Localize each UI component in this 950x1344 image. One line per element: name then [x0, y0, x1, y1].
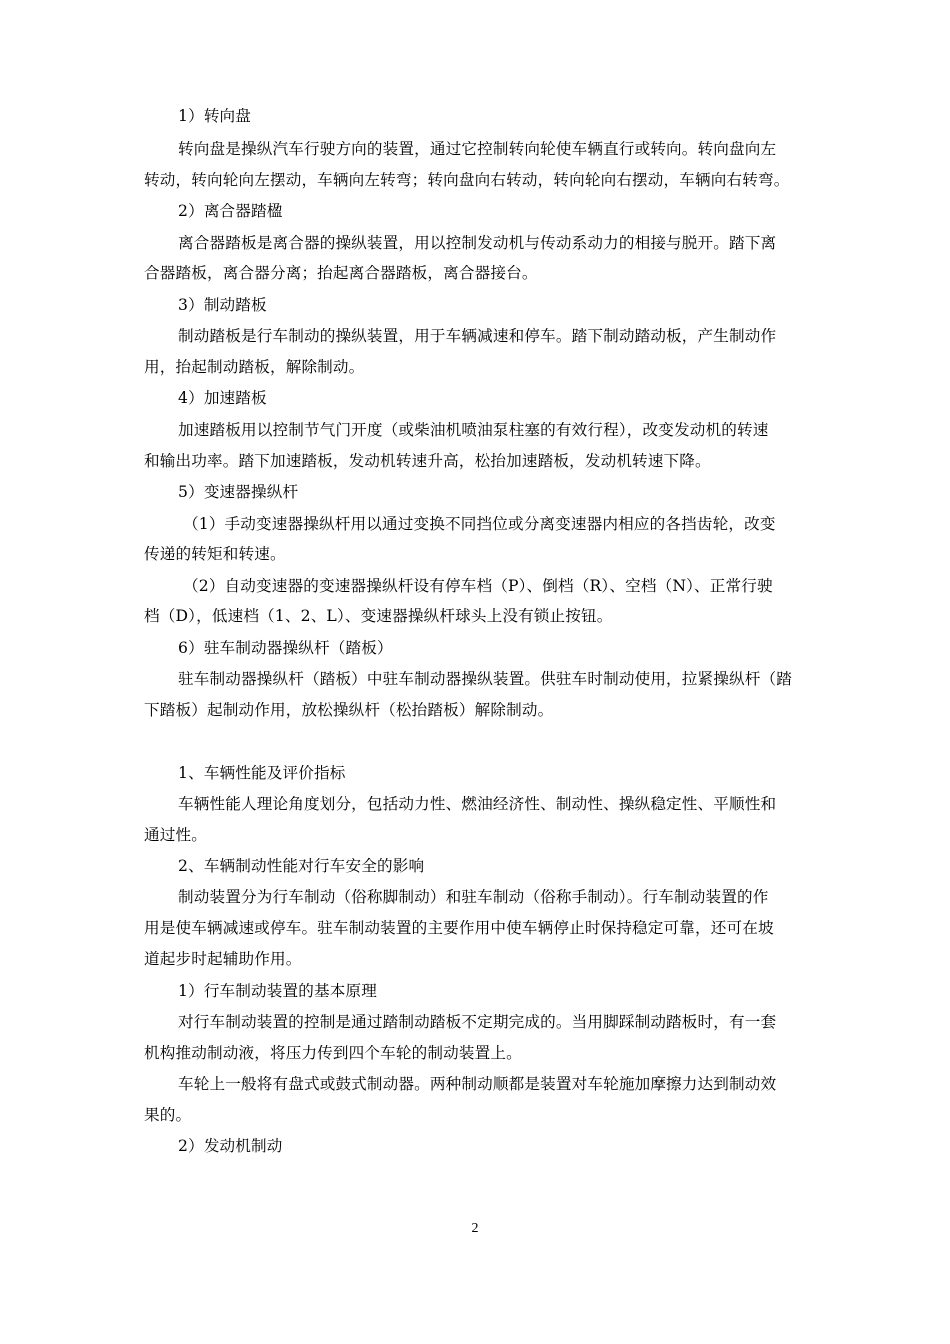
- paragraph-line: 果的。: [144, 1106, 192, 1124]
- paragraph-line: 传递的转矩和转速。: [144, 545, 286, 563]
- paragraph-line: 加速踏板用以控制节气门开度（或柴油机喷油泵柱塞的有效行程），改变发动机的转速: [178, 421, 769, 439]
- heading-service-brake-principle: 1）行车制动装置的基本原理: [178, 982, 377, 1000]
- paragraph-line: （1）手动变速器操纵杆用以通过变换不同挡位或分离变速器内相应的各挡齿轮，改变: [183, 515, 776, 533]
- paragraph-line: 离合器踏板是离合器的操纵装置，用以控制发动机与传动系动力的相接与脱开。踏下离: [178, 234, 777, 252]
- paragraph-line: 档（D），低速档（1、2、L）、变速器操纵杆球头上没有锁止按钮。: [144, 607, 613, 625]
- heading-brake-pedal: 3）制动踏板: [178, 296, 267, 314]
- paragraph-line: 和输出功率。踏下加速踏板，发动机转速升高，松抬加速踏板，发动机转速下降。: [144, 452, 711, 470]
- paragraph-line: 用，抬起制动踏板，解除制动。: [144, 358, 365, 376]
- paragraph-line: 道起步时起辅助作用。: [144, 950, 302, 968]
- heading-engine-brake: 2）发动机制动: [178, 1137, 283, 1155]
- heading-gear-lever: 5）变速器操纵杆: [178, 483, 299, 501]
- paragraph-line: 制动踏板是行车制动的操纵装置，用于车辆减速和停车。踏下制动踏动板，产生制动作: [178, 327, 777, 345]
- paragraph-line: 通过性。: [144, 826, 207, 844]
- heading-parking-brake: 6）驻车制动器操纵杆（踏板）: [178, 639, 393, 657]
- heading-clutch-pedal: 2）离合器踏楹: [178, 202, 283, 220]
- paragraph-line: 驻车制动器操纵杆（踏板）中驻车制动器操纵装置。供驻车时制动使用，拉紧操纵杆（踏: [178, 670, 793, 688]
- paragraph-line: 机构推动制动液，将压力传到四个车轮的制动装置上。: [144, 1044, 522, 1062]
- heading-vehicle-performance: 1、车辆性能及评价指标: [178, 764, 346, 782]
- paragraph-line: 转向盘是操纵汽车行驶方向的装置，通过它控制转向轮使车辆直行或转向。转向盘向左: [178, 140, 777, 158]
- paragraph-line: 合器踏板，离合器分离；抬起离合器踏板，离合器接台。: [144, 264, 538, 282]
- paragraph-line: 用是使车辆减速或停车。驻车制动装置的主要作用中使车辆停止时保持稳定可靠，还可在坡: [144, 919, 774, 937]
- paragraph-line: 下踏板）起制动作用，放松操纵杆（松抬踏板）解除制动。: [144, 701, 554, 719]
- paragraph-line: 对行车制动装置的控制是通过踏制动踏板不定期完成的。当用脚踩制动踏板时，有一套: [178, 1013, 777, 1031]
- heading-steering-wheel: 1）转向盘: [178, 107, 252, 125]
- paragraph-line: 车辆性能人理论角度划分，包括动力性、燃油经济性、制动性、操纵稳定性、平顺性和: [178, 795, 777, 813]
- paragraph-line: （2）自动变速器的变速器操纵杆设有停车档（P）、倒档（R）、空档（N）、正常行驶: [183, 577, 773, 595]
- heading-accelerator-pedal: 4）加速踏板: [178, 389, 267, 407]
- paragraph-line: 车轮上一般将有盘式或鼓式制动器。两种制动顺都是装置对车轮施加摩擦力达到制动效: [178, 1075, 777, 1093]
- heading-braking-safety: 2、车辆制动性能对行车安全的影响: [178, 857, 425, 875]
- paragraph-line: 制动装置分为行车制动（俗称脚制动）和驻车制动（俗称手制动）。行车制动装置的作: [178, 888, 769, 906]
- page-number: 2: [471, 1221, 479, 1236]
- paragraph-line: 转动，转向轮向左摆动，车辆向左转弯；转向盘向右转动，转向轮向右摆动，车辆向右转弯。: [144, 171, 790, 189]
